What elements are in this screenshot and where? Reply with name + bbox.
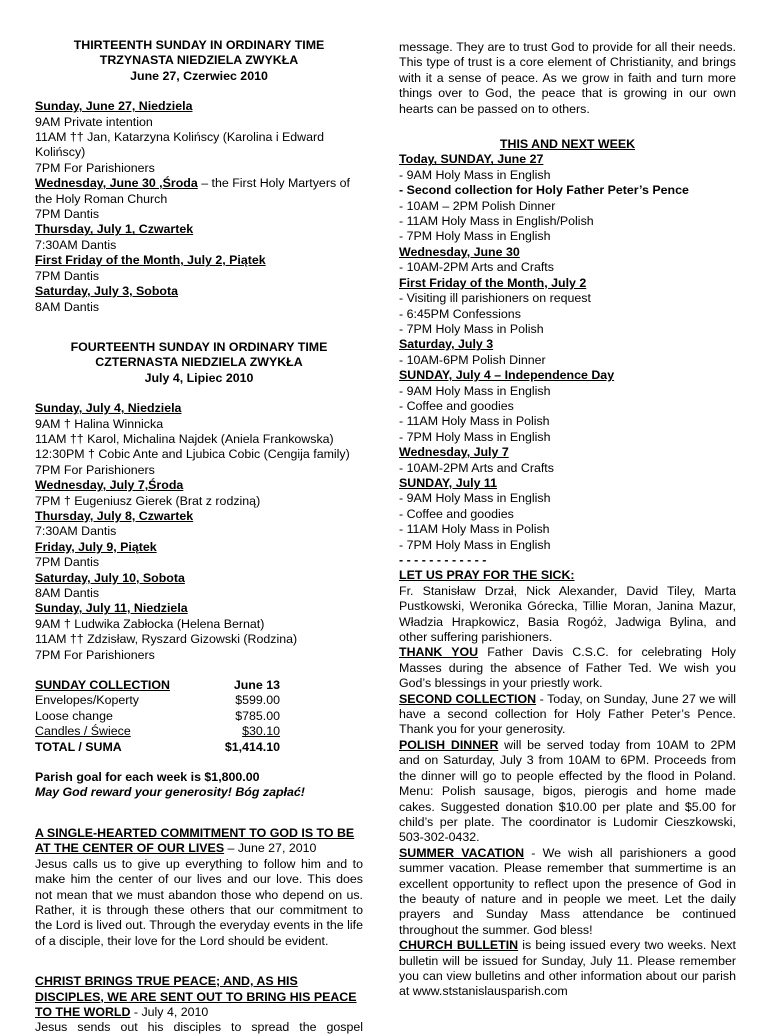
event-line	[399, 430, 736, 445]
schedule-line	[35, 432, 363, 447]
schedule-line	[35, 222, 363, 237]
line-text: - 9AM Holy Mass in English	[399, 491, 551, 506]
event-line	[399, 353, 736, 368]
events-heading: THIS AND NEXT WEEK	[499, 137, 636, 152]
line-heading: Wednesday, July 7,Środa	[35, 478, 184, 493]
events-list	[399, 152, 736, 568]
schedule-line	[35, 284, 363, 299]
line-heading: Sunday, July 4, Niedziela	[35, 401, 182, 416]
line-text: 7PM Dantis	[35, 555, 100, 570]
pray-title: LET US PRAY FOR THE SICK:	[399, 568, 575, 583]
line-text: 9AM † Ludwika Zabłocka (Helena Bernat)	[35, 616, 265, 631]
line-heading: Sunday, July 11, Niedziela	[35, 601, 188, 616]
notice-title: SUMMER VACATION	[399, 845, 525, 860]
schedule-line	[35, 509, 363, 524]
article-single-hearted	[35, 826, 363, 949]
line-heading: Wednesday, July 7	[399, 445, 509, 460]
collection-table	[35, 678, 280, 755]
schedule-line	[35, 617, 363, 632]
line-heading: Friday, July 9, Piątek	[35, 539, 157, 554]
line-text: 7PM For Parishioners	[35, 647, 155, 662]
collection-total-amount: $1,414.10	[224, 739, 280, 754]
schedule-line	[35, 586, 363, 601]
line-text: - 11AM Holy Mass in Polish	[399, 414, 550, 429]
line-heading: Saturday, July 10, Sobota	[35, 570, 185, 585]
line-text: - Coffee and goodies	[399, 506, 514, 521]
mass-schedule-week13	[35, 99, 363, 315]
line-text: - Visiting ill parishioners on request	[399, 291, 591, 306]
line-heading: SUNDAY, July 11	[399, 475, 498, 490]
event-line	[399, 461, 736, 476]
line-text: 7PM Dantis	[35, 268, 100, 283]
line-text: 11AM †† Jan, Katarzyna Kolińscy (Karolina i Edward	[35, 130, 325, 145]
line-text: - 9AM Holy Mass in English	[399, 167, 551, 182]
line-text: - 11AM Holy Mass in Polish	[399, 522, 550, 537]
line-heading: Wednesday, June 30	[399, 244, 520, 259]
schedule-line	[35, 176, 363, 191]
line-text: 12:30PM † Cobic Ante and Ljubica Cobic (Cengija family)	[35, 447, 350, 462]
event-line	[399, 491, 736, 506]
left-column	[35, 38, 363, 1036]
schedule-line	[35, 632, 363, 647]
schedule-line	[35, 207, 363, 222]
line-text: 11AM †† Zdzisław, Ryszard Gizowski (Rodzina)	[35, 632, 298, 647]
schedule-line	[35, 130, 363, 145]
line-heading: Thursday, July 8, Czwartek	[35, 508, 194, 523]
collection-label: Candles / Świece	[35, 724, 131, 739]
line-text: - 7PM Holy Mass in Polish	[399, 321, 544, 336]
article-title: A SINGLE-HEARTED COMMITMENT TO GOD IS TO BE AT THE CENTER OF OUR LIVES	[35, 825, 355, 856]
article-date: – June 27, 2010	[224, 841, 317, 856]
event-line	[399, 245, 736, 260]
schedule-line	[35, 99, 363, 114]
reward-line: May God reward your generosity! Bóg zapłać!	[35, 785, 305, 800]
event-line	[399, 399, 736, 414]
schedule-line	[35, 601, 363, 616]
line-text: Kolińscy)	[35, 145, 86, 160]
line-heading: SUNDAY, July 4 – Independence Day	[399, 368, 615, 383]
summer-vacation-notice	[399, 846, 736, 938]
schedule-line	[35, 478, 363, 493]
schedule-line	[35, 192, 363, 207]
schedule-line	[35, 540, 363, 555]
article-body: Jesus calls us to give up everything to follow him and to make him the center of our lives and our love. This does not mean that we must abandon those who depend on us. Rather, it is through these others that our commitment to the Lord is lived out. Through the everyday events in the life of a disciple, their love for the Lord should be evident.	[35, 856, 363, 948]
line-heading: Today, SUNDAY, June 27	[399, 152, 544, 167]
line-text: - 9AM Holy Mass in English	[399, 383, 551, 398]
collection-label: Loose change	[35, 708, 113, 723]
line-text: - 10AM-6PM Polish Dinner	[399, 352, 546, 367]
collection-row	[35, 709, 280, 724]
event-line	[399, 476, 736, 491]
event-line	[399, 553, 736, 568]
church-bulletin-notice	[399, 938, 736, 1000]
collection-label: Envelopes/Koperty	[35, 693, 140, 708]
collection-row	[35, 693, 280, 708]
collection-header-row	[35, 678, 280, 693]
article-true-peace	[35, 974, 363, 1036]
pray-body: Fr. Stanisław Drzał, Nick Alexander, David Tiley, Marta Pustkowski, Weronika Górecka, Tillie Moran, Janina Mazur, Władzia Hrapkowicz, Basia Rogóż, Jadwiga Bylina, and other suffering parishioners.	[399, 583, 736, 645]
event-line	[399, 322, 736, 337]
event-line	[399, 276, 736, 291]
notice-title: SECOND COLLECTION	[399, 691, 537, 706]
schedule-line	[35, 161, 363, 176]
line-text: - 7PM Holy Mass in English	[399, 537, 551, 552]
week14-title: FOURTEENTH SUNDAY IN ORDINARY TIME	[70, 339, 328, 354]
line-text: - 10AM-2PM Arts and Crafts	[399, 460, 554, 475]
event-line	[399, 152, 736, 167]
schedule-line	[35, 401, 363, 416]
schedule-line	[35, 555, 363, 570]
line-heading: First Friday of the Month, July 2	[399, 275, 587, 290]
schedule-line	[35, 571, 363, 586]
event-line	[399, 260, 736, 275]
event-line	[399, 229, 736, 244]
event-line	[399, 168, 736, 183]
schedule-line	[35, 648, 363, 663]
line-heading: Saturday, July 3	[399, 337, 494, 352]
schedule-line	[35, 115, 363, 130]
schedule-line	[35, 417, 363, 432]
notice-body: will be served today from 10AM to 2PM and on Saturday, July 3 from 10AM to 6PM. Proceeds from the dinner will go to people effected by the flood in Poland. Menu: Polish sausage, bigos, pierogis and home made cakes. Suggested donation $10.00 per plate and $5.00 for child’s per plate. The coordinator is Ludomir Cieszkowski, 503-302-0432.	[399, 737, 736, 845]
schedule-line	[35, 145, 363, 160]
event-line	[399, 538, 736, 553]
line-text: the Holy Roman Church	[35, 191, 168, 206]
line-text: - 10AM – 2PM Polish Dinner	[399, 198, 556, 213]
notice-body: - Today, on Sunday, June 27 we will have a second collection for Holy Father Peter’s Pence. Thank you for your generosity.	[399, 691, 736, 737]
event-line	[399, 445, 736, 460]
schedule-line	[35, 463, 363, 478]
line-text: 8AM Dantis	[35, 586, 100, 600]
schedule-line	[35, 524, 363, 539]
event-line	[399, 307, 736, 322]
schedule-line	[35, 253, 363, 268]
line-text: - - - - - - - - - - - -	[399, 553, 487, 567]
polish-dinner-notice	[399, 738, 736, 846]
notice-title: POLISH DINNER	[399, 737, 499, 752]
event-line	[399, 214, 736, 229]
right-column	[399, 40, 736, 1000]
event-line	[399, 199, 736, 214]
notice-title: CHURCH BULLETIN	[399, 938, 519, 953]
line-text: - 7PM Holy Mass in English	[399, 429, 551, 444]
line-text: 8AM Dantis	[35, 299, 100, 314]
line-text: - 7PM Holy Mass in English	[399, 229, 551, 244]
schedule-line	[35, 238, 363, 253]
week13-date: June 27, Czerwiec 2010	[130, 68, 268, 83]
line-text: 7PM † Eugeniusz Gierek (Brat z rodziną)	[35, 493, 261, 508]
line-heading: Saturday, July 3, Sobota	[35, 284, 178, 299]
week13-heading	[35, 38, 363, 84]
schedule-line	[35, 447, 363, 462]
line-text: 7:30AM Dantis	[35, 524, 117, 539]
week13-title-polish: TRZYNASTA NIEDZIELA ZWYKŁA	[99, 53, 299, 68]
thank-you-notice	[399, 645, 736, 691]
event-line	[399, 337, 736, 352]
event-line	[399, 368, 736, 383]
week14-title-polish: CZTERNASTA NIEDZIELA ZWYKŁA	[95, 355, 303, 370]
collection-total-label: TOTAL / SUMA	[35, 739, 122, 754]
collection-header-label: SUNDAY COLLECTION	[35, 678, 170, 693]
line-text: – the First Holy Martyers of	[197, 176, 350, 191]
event-line	[399, 414, 736, 429]
article-date: - July 4, 2010	[130, 1004, 209, 1019]
line-heading: First Friday of the Month, July 2, Piątek	[35, 253, 266, 268]
parish-goal: Parish goal for each week is $1,800.00	[35, 770, 260, 785]
schedule-line	[35, 494, 363, 509]
week14-date: July 4, Lipiec 2010	[144, 370, 254, 385]
collection-amount: $599.00	[235, 693, 280, 708]
line-text: - Coffee and goodies	[399, 398, 514, 413]
collection-amount: $30.10	[242, 724, 280, 739]
article-title: CHRIST BRINGS TRUE PEACE; AND, AS HIS DISCIPLES, WE ARE SENT OUT TO BRING HIS PEACE TO THE WORLD	[35, 974, 357, 1019]
schedule-line	[35, 300, 363, 315]
article-continued: message. They are to trust God to provide for all their needs. This type of trust is a core element of Christianity, and brings with it a sense of peace. As we grow in faith and turn more things over to God, the peace that is growing in our own hearts can be passed on to others.	[399, 40, 736, 116]
line-text: - Second collection for Holy Father Peter’s Pence	[399, 183, 689, 198]
notice-body: Father Davis C.S.C. for celebrating Holy Masses during the absence of Father Ted. We wish you God’s blessings in your priestly work.	[399, 645, 736, 691]
event-line	[399, 522, 736, 537]
notice-body: - We wish all parishioners a good summer vacation. Please remember that summertime is an excellent opportunity to reflect upon the presence of God in the beauty of nature and in people we meet. Let the daily prayers and Sunday Mass attendance be continued throughout the summer. God bless!	[399, 845, 736, 937]
line-text: 9AM † Halina Winnicka	[35, 416, 164, 431]
line-heading: Thursday, July 1, Czwartek	[35, 222, 194, 237]
collection-total-row	[35, 740, 280, 755]
line-text: 11AM †† Karol, Michalina Najdek (Aniela Frankowska)	[35, 431, 334, 446]
line-text: - 11AM Holy Mass in English/Polish	[399, 214, 594, 229]
collection-header-date: June 13	[233, 678, 280, 693]
event-line	[399, 507, 736, 522]
line-heading: Sunday, June 27, Niedziela	[35, 99, 193, 114]
second-collection-notice	[399, 692, 736, 738]
week13-title: THIRTEENTH SUNDAY IN ORDINARY TIME	[73, 38, 325, 52]
mass-schedule-week14	[35, 401, 363, 663]
collection-amount: $785.00	[235, 708, 280, 723]
event-line	[399, 183, 736, 198]
event-line	[399, 291, 736, 306]
collection-row	[35, 724, 280, 739]
notice-title: THANK YOU	[399, 645, 479, 660]
week14-heading	[35, 340, 363, 386]
line-text: 7PM Dantis	[35, 207, 100, 222]
line-text: 7:30AM Dantis	[35, 237, 117, 252]
line-text: 9AM Private intention	[35, 114, 153, 129]
line-text: 7PM For Parishioners	[35, 160, 155, 175]
line-text: - 6:45PM Confessions	[399, 306, 521, 321]
article-body: Jesus sends out his disciples to spread the gospel	[35, 1020, 363, 1035]
line-heading: Wednesday, June 30 ,Środa	[35, 176, 198, 191]
line-text: - 10AM-2PM Arts and Crafts	[399, 260, 554, 275]
line-text: 7PM For Parishioners	[35, 462, 155, 477]
notice-body: is being issued every two weeks. Next bulletin will be issued for Sunday, July 11. Please remember you can view bulletins and other information about our parish at www.ststanislausparish.com	[399, 938, 736, 999]
schedule-line	[35, 269, 363, 284]
event-line	[399, 384, 736, 399]
